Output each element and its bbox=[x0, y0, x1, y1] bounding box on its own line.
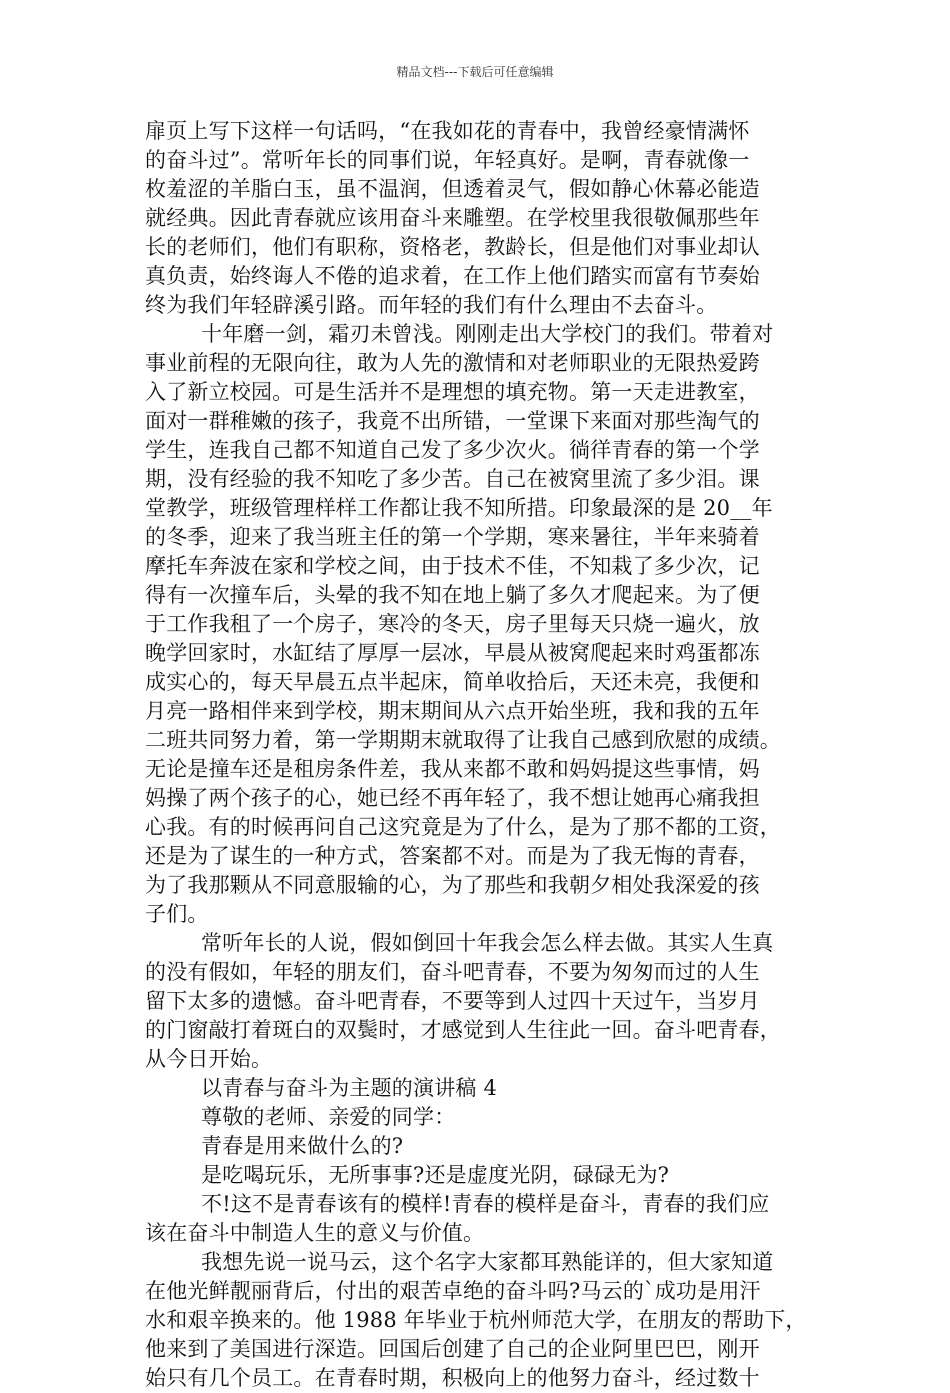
text-line: 的奋斗过”。常听年长的同事们说，年轻真好。是啊，青春就像一 bbox=[145, 148, 750, 172]
text-line: 在他光鲜靓丽背后，付出的艰苦卓绝的奋斗吗?马云的`成功是用汗 bbox=[145, 1279, 761, 1303]
text-line: 入了新立校园。可是生活并不是理想的填充物。第一天走进教室， bbox=[145, 380, 760, 404]
text-line: 留下太多的遗憾。奋斗吧青春，不要等到人过四十天过午，当岁月 bbox=[145, 989, 760, 1013]
text-line: 是吃喝玩乐，无所事事?还是虚度光阴，碌碌无为? bbox=[201, 1163, 670, 1187]
text-line: 得有一次撞车后，头晕的我不知在地上躺了多久才爬起来。为了便 bbox=[145, 583, 760, 607]
text-line: 为了我那颗从不同意服输的心，为了那些和我朝夕相处我深爱的孩 bbox=[145, 873, 760, 897]
text-line: 摩托车奔波在家和学校之间，由于技术不佳，不知栽了多少次，记 bbox=[145, 554, 760, 578]
text-line: 就经典。因此青春就应该用奋斗来雕塑。在学校里我很敬佩那些年 bbox=[145, 206, 760, 230]
text-line: 子们。 bbox=[145, 902, 209, 926]
text-line: 堂教学，班级管理样样工作都让我不知所措。印象最深的是 20__年 bbox=[145, 496, 773, 520]
text-line: 面对一群稚嫩的孩子，我竟不出所错，一堂课下来面对那些淘气的 bbox=[145, 409, 760, 433]
text-line: 成实心的，每天早晨五点半起床，简单收拾后，天还未亮，我便和 bbox=[145, 670, 760, 694]
text-line: 始只有几个员工。在青春时期，积极向上的他努力奋斗，经过数十 bbox=[145, 1366, 760, 1390]
text-line: 枚羞涩的羊脂白玉，虽不温润，但透着灵气，假如静心休幕必能造 bbox=[145, 177, 760, 201]
text-line: 事业前程的无限向往，敢为人先的激情和对老师职业的无限热爱跨 bbox=[145, 351, 760, 375]
text-line: 的门窗敲打着斑白的双鬓时，才感觉到人生往此一回。奋斗吧青春， bbox=[145, 1018, 781, 1042]
text-line: 我想先说一说马云，这个名字大家都耳熟能详的，但大家知道 bbox=[201, 1250, 774, 1274]
text-line: 的冬季，迎来了我当班主任的第一个学期，寒来暑往，半年来骑着 bbox=[145, 525, 760, 549]
text-line: 真负责，始终诲人不倦的追求着，在工作上他们踏实而富有节奏始 bbox=[145, 264, 760, 288]
text-line: 常听年长的人说，假如倒回十年我会怎么样去做。其实人生真 bbox=[201, 931, 774, 955]
text-line: 从今日开始。 bbox=[145, 1047, 273, 1071]
text-line: 晚学回家时，水缸结了厚厚一层冰，早晨从被窝爬起来时鸡蛋都冻 bbox=[145, 641, 760, 665]
text-line: 月亮一路相伴来到学校，期末期间从六点开始坐班，我和我的五年 bbox=[145, 699, 760, 723]
text-line: 该在奋斗中制造人生的意义与价值。 bbox=[145, 1221, 485, 1245]
text-line: 长的老师们，他们有职称，资格老，教龄长，但是他们对事业却认 bbox=[145, 235, 760, 259]
document-body bbox=[145, 117, 813, 1393]
text-line: 终为我们年轻辟溪引路。而年轻的我们有什么理由不去奋斗。 bbox=[145, 293, 718, 317]
text-line: 二班共同努力着，第一学期期末就取得了让我自己感到欣慰的成绩。 bbox=[145, 728, 781, 752]
text-line: 十年磨一剑，霜刃未曾浅。刚刚走出大学校门的我们。带着对 bbox=[201, 322, 774, 346]
text-line: 他来到了美国进行深造。回国后创建了自己的企业阿里巴巴，刚开 bbox=[145, 1337, 760, 1361]
text-line: 水和艰辛换来的。他 1988 年毕业于杭州师范大学，在朋友的帮助下， bbox=[145, 1308, 807, 1332]
text-line: 心我。有的时候再问自己这究竟是为了什么，是为了那不都的工资， bbox=[145, 815, 781, 839]
page-header: 精品文档---下载后可任意编辑 bbox=[396, 65, 554, 79]
text-line: 学生，连我自己都不知道自己发了多少次火。徜徉青春的第一个学 bbox=[145, 438, 760, 462]
text-line: 尊敬的老师、亲爱的同学： bbox=[201, 1105, 456, 1129]
text-line: 于工作我租了一个房子，寒冷的冬天，房子里每天只烧一遍火，放 bbox=[145, 612, 760, 636]
text-line: 以青春与奋斗为主题的演讲稿 4 bbox=[201, 1076, 498, 1100]
text-line: 的没有假如，年轻的朋友们，奋斗吧青春，不要为匆匆而过的人生 bbox=[145, 960, 760, 984]
text-line: 不!这不是青春该有的模样!青春的模样是奋斗，青春的我们应 bbox=[201, 1192, 770, 1216]
text-line: 妈操了两个孩子的心，她已经不再年轻了，我不想让她再心痛我担 bbox=[145, 786, 760, 810]
text-line: 青春是用来做什么的? bbox=[201, 1134, 404, 1158]
text-line: 无论是撞车还是租房条件差，我从来都不敢和妈妈提这些事情，妈 bbox=[145, 757, 760, 781]
text-line: 扉页上写下这样一句话吗，“在我如花的青春中，我曾经豪情满怀 bbox=[145, 119, 750, 143]
text-line: 期，没有经验的我不知吃了多少苦。自己在被窝里流了多少泪。课 bbox=[145, 467, 760, 491]
text-line: 还是为了谋生的一种方式，答案都不对。而是为了我无悔的青春， bbox=[145, 844, 760, 868]
